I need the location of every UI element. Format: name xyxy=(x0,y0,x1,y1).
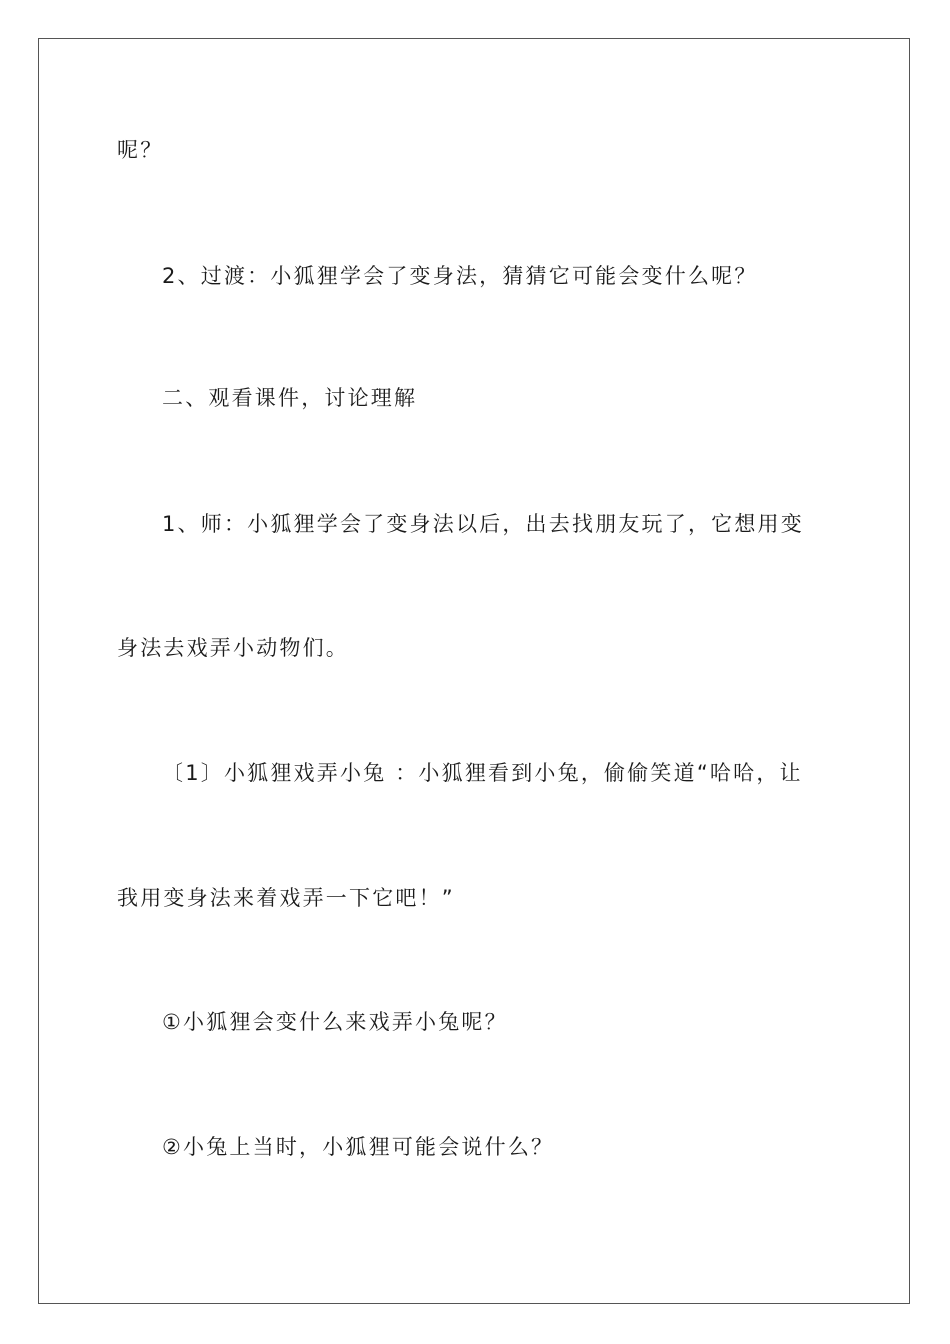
page-border xyxy=(38,38,910,1304)
paragraph-line: 身法去戏弄小动物们。 xyxy=(117,636,349,660)
section-heading: 二、观看课件，讨论理解 xyxy=(162,386,418,410)
paragraph-line: 1、师：小狐狸学会了变身法以后，出去找朋友玩了，它想用变 xyxy=(162,512,804,536)
paragraph-line: 我用变身法来着戏弄一下它吧！” xyxy=(117,886,455,910)
paragraph-line: 呢？ xyxy=(117,138,164,162)
paragraph-line: 2、过渡：小狐狸学会了变身法，猜猜它可能会变什么呢？ xyxy=(162,264,758,288)
question-line: ②小兔上当时，小狐狸可能会说什么？ xyxy=(162,1135,555,1159)
paragraph-line: 〔1〕小狐狸戏弄小兔 ：小狐狸看到小兔，偷偷笑道“哈哈，让 xyxy=(162,761,803,785)
question-line: ①小狐狸会变什么来戏弄小兔呢？ xyxy=(162,1010,508,1034)
